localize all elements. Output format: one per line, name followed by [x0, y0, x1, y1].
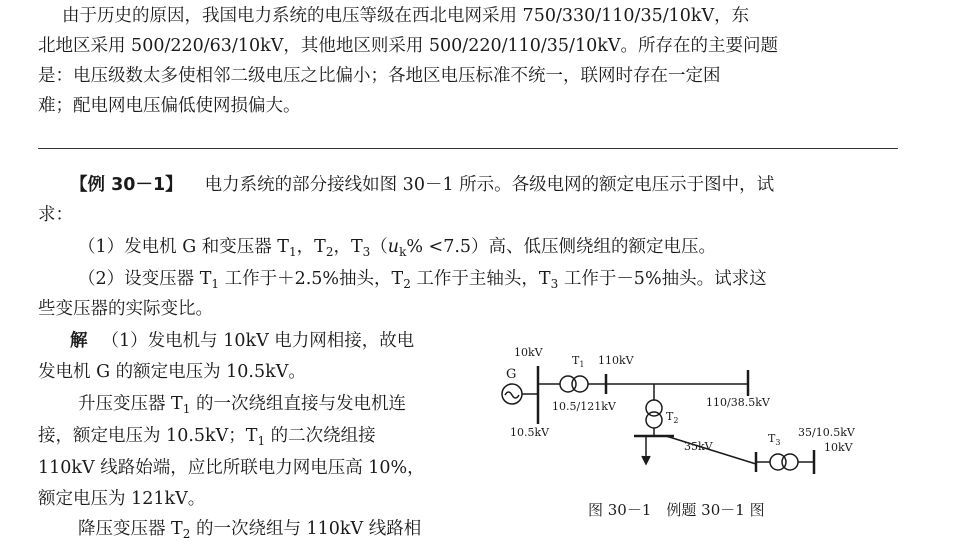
- label-g: G: [506, 367, 517, 382]
- solution-line: [78, 393, 406, 416]
- solution-line: [78, 518, 421, 541]
- one-line-diagram: [494, 338, 874, 488]
- q2-text: （2）设变压器 T: [78, 269, 212, 289]
- q1-sub: 2: [325, 245, 334, 259]
- q2-text: 工作于＋2.5%抽头，T: [219, 269, 404, 289]
- solution-sub: 1: [257, 434, 266, 448]
- solution-line: [70, 330, 414, 352]
- q1-text: （1）发电机 G 和变压器 T: [78, 237, 289, 257]
- question-1: [78, 236, 716, 259]
- solution-text: （1）发电机与 10kV 电力网相接，故电: [101, 331, 415, 351]
- q1-symbol: u: [387, 237, 400, 257]
- section-divider: [38, 148, 898, 149]
- solution-text: 接，额定电压为 10.5kV；T: [38, 426, 258, 446]
- paragraph-line: 北地区采用 500/220/63/10kV，其他地区则采用 500/220/110/35/10kV。所存在的主要问题: [38, 36, 778, 56]
- load-arrow: [642, 456, 650, 464]
- label-35kv: 35kV: [684, 440, 713, 453]
- label-t2-ratio: 110/38.5kV: [706, 396, 770, 409]
- paragraph-line: 难；配电网电压偏低使网损偏大。: [38, 96, 301, 116]
- label-t3-ratio: 35/10.5kV: [798, 426, 855, 439]
- label-t1-ratio: 10.5/121kV: [552, 400, 616, 413]
- q1-text: ，T: [333, 237, 363, 257]
- label-10-5kv: 10.5kV: [510, 426, 550, 439]
- solution-line: 额定电压为 121kV。: [38, 489, 206, 509]
- q1-text: % <7.5）高、低压侧绕组的额定电压。: [406, 237, 717, 257]
- solution-text: 的一次绕组与 110kV 线路相: [190, 519, 422, 539]
- q2-sub: 2: [403, 277, 411, 291]
- example-intro-line: 求：: [38, 205, 73, 225]
- q2-text: 工作于主轴头，T: [410, 269, 551, 289]
- q1-sub: 1: [288, 245, 297, 259]
- question-2-cont: 些变压器的实际变比。: [38, 299, 213, 319]
- generator-wave: [505, 392, 519, 398]
- q2-text: 工作于－5%抽头。试求这: [558, 269, 767, 289]
- q1-text: （: [370, 237, 388, 257]
- solution-line: 110kV 线路始端，应比所联电力网电压高 10%，: [38, 458, 425, 478]
- solution-label: 解: [70, 331, 88, 351]
- paragraph-line: 由于历史的原因，我国电力系统的电压等级在西北电网采用 750/330/110/35/10kV，东: [62, 6, 750, 26]
- t1-winding-2: [572, 376, 588, 392]
- solution-text: 的一次绕组直接与发电机连: [190, 394, 406, 414]
- solution-line: 发电机 G 的额定电压为 10.5kV。: [38, 362, 306, 382]
- q1-sub: k: [399, 245, 407, 259]
- solution-line: [38, 425, 376, 448]
- example-intro: 电力系统的部分接线如图 30－1 所示。各级电网的额定电压示于图中，试: [204, 175, 775, 195]
- paragraph-line: 是：电压级数太多使相邻二级电压之比偏小；各地区电压标准不统一，联网时存在一定困: [38, 66, 721, 86]
- solution-text: 降压变压器 T: [78, 519, 183, 539]
- q1-text: ，T: [296, 237, 326, 257]
- solution-text: 升压变压器 T: [78, 394, 183, 414]
- label-t3: $T_3$: [768, 432, 781, 447]
- t2-winding-2: [646, 412, 662, 428]
- question-2: [78, 268, 767, 291]
- solution-text: 的二次绕组接: [265, 426, 376, 446]
- t3-winding-2: [782, 454, 798, 470]
- q2-sub: 1: [211, 277, 220, 291]
- example-label: 【例 30－1】: [70, 175, 183, 195]
- figure-caption: 图 30－1 例题 30－1 图: [588, 501, 765, 519]
- label-t2: $T_2$: [666, 410, 679, 425]
- solution-sub: 2: [182, 527, 191, 541]
- q2-sub: 3: [550, 277, 559, 291]
- example-intro-line: [70, 174, 774, 196]
- solution-sub: 1: [182, 402, 191, 416]
- q1-sub: 3: [362, 245, 371, 259]
- label-t1: $T_1$: [572, 354, 585, 369]
- label-10kv-right: 10kV: [824, 441, 853, 454]
- label-110kv: 110kV: [598, 354, 634, 367]
- label-10kv-top: 10kV: [514, 346, 543, 359]
